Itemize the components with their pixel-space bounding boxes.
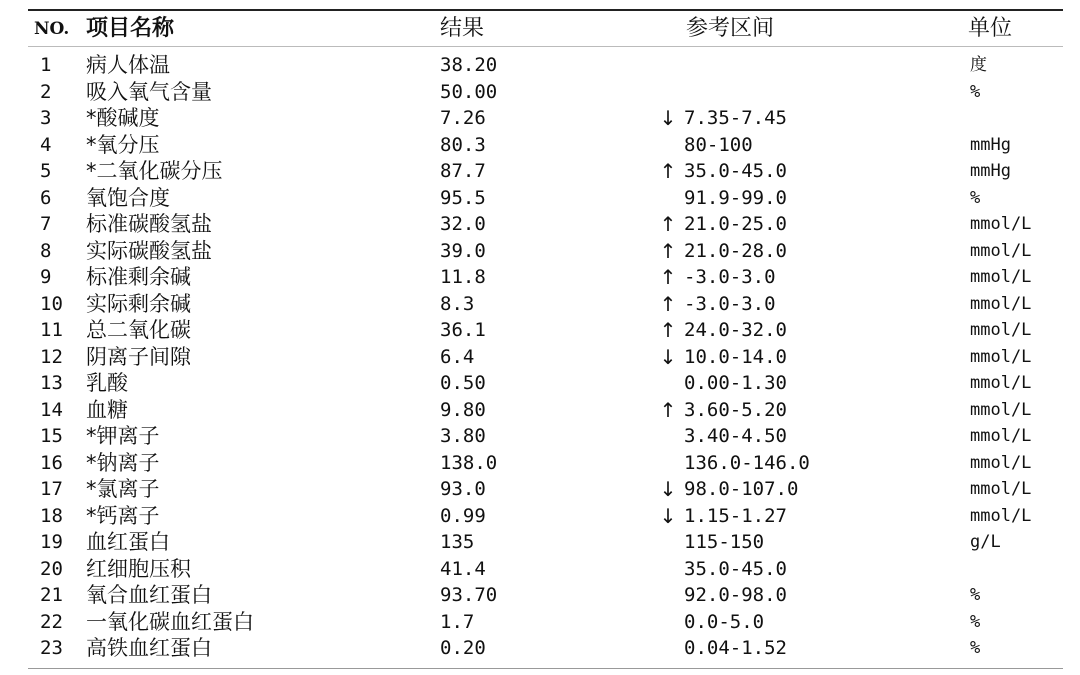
row-reference: 24.0-32.0 — [684, 319, 787, 341]
row-no: 5 — [40, 160, 52, 182]
row-result: 7.26 — [440, 107, 486, 129]
row-flag-icon: ↑ — [659, 212, 677, 236]
row-flag-icon: ↓ — [659, 477, 677, 501]
row-flag-icon: ↑ — [659, 397, 677, 422]
header-reference: 参考区间 — [686, 16, 775, 41]
row-no: 11 — [40, 319, 63, 341]
row-reference: 21.0-28.0 — [684, 239, 787, 262]
row-flag-icon — [656, 582, 680, 608]
table-row — [0, 211, 1080, 238]
row-no: 3 — [40, 107, 52, 129]
row-flag-icon — [656, 423, 680, 449]
row-reference: 0.00-1.30 — [684, 372, 787, 394]
table-row — [0, 132, 1080, 159]
row-unit: mmol/L — [970, 373, 1032, 393]
table-header — [0, 12, 1080, 46]
row-reference: 0.04-1.52 — [684, 637, 787, 659]
row-reference: 115-150 — [684, 531, 765, 553]
row-reference: 91.9-99.0 — [684, 186, 787, 209]
row-no: 2 — [40, 80, 52, 103]
row-flag-icon — [656, 529, 680, 555]
row-no: 6 — [40, 186, 52, 209]
row-no: 23 — [40, 637, 63, 659]
row-unit: mmol/L — [970, 452, 1032, 473]
row-result: 0.99 — [440, 504, 486, 527]
result-table-body — [0, 52, 1080, 662]
row-name: 一氧化碳血红蛋白 — [86, 609, 254, 634]
row-no: 17 — [40, 478, 63, 500]
row-flag-icon — [656, 132, 680, 158]
table-row — [0, 344, 1080, 371]
row-flag-icon — [656, 556, 680, 582]
row-flag-icon — [656, 635, 680, 661]
row-no: 15 — [40, 425, 63, 447]
table-row — [0, 556, 1080, 583]
row-result: 39.0 — [440, 239, 486, 262]
header-no: NO. — [34, 19, 70, 39]
row-result: 8.3 — [440, 292, 475, 315]
row-name: *氧分压 — [86, 132, 160, 157]
row-flag-icon: ↑ — [659, 291, 677, 316]
row-unit: % — [970, 81, 981, 102]
row-result: 9.80 — [440, 398, 486, 421]
row-name: *酸碱度 — [86, 106, 160, 130]
row-flag-icon: ↓ — [659, 344, 677, 369]
row-result: 3.80 — [440, 425, 486, 447]
row-name: 血红蛋白 — [86, 530, 170, 554]
row-no: 18 — [40, 504, 63, 527]
row-name: *氯离子 — [86, 477, 160, 501]
row-flag-icon — [656, 609, 680, 635]
row-no: 7 — [40, 213, 52, 235]
row-no: 14 — [40, 398, 63, 421]
row-unit: mmHg — [970, 161, 1011, 181]
row-unit: mmol/L — [970, 505, 1032, 526]
row-name: *钙离子 — [86, 503, 160, 528]
row-name: 总二氧化碳 — [86, 318, 191, 342]
row-no: 13 — [40, 372, 63, 394]
row-reference: 35.0-45.0 — [684, 557, 787, 580]
row-unit: % — [970, 585, 981, 605]
table-row — [0, 609, 1080, 636]
table-row — [0, 79, 1080, 106]
header-unit: 单位 — [968, 16, 1013, 41]
row-name: *钠离子 — [86, 450, 160, 475]
row-flag-icon: ↓ — [659, 503, 677, 528]
row-result: 80.3 — [440, 133, 486, 156]
row-name: *二氧化碳分压 — [86, 159, 223, 183]
row-no: 10 — [40, 292, 63, 315]
row-result: 87.7 — [440, 160, 486, 182]
row-reference: 35.0-45.0 — [684, 160, 787, 182]
table-row — [0, 423, 1080, 450]
table-row — [0, 397, 1080, 424]
header-name: 项目名称 — [86, 16, 175, 41]
row-name: 乳酸 — [86, 371, 128, 395]
row-no: 4 — [40, 133, 52, 156]
table-row — [0, 238, 1080, 265]
row-flag-icon — [656, 370, 680, 396]
row-result: 95.5 — [440, 186, 486, 209]
row-reference: 7.35-7.45 — [684, 107, 787, 129]
row-name: 氧饱合度 — [86, 185, 170, 210]
row-flag-icon: ↓ — [659, 106, 677, 130]
table-row — [0, 476, 1080, 503]
row-no: 19 — [40, 531, 63, 553]
row-name: 红细胞压积 — [86, 556, 191, 581]
row-reference: 0.0-5.0 — [684, 610, 765, 633]
row-name: 实际碳酸氢盐 — [86, 238, 212, 263]
row-flag-icon — [656, 185, 680, 211]
row-result: 6.4 — [440, 345, 475, 368]
header-result: 结果 — [440, 16, 485, 41]
row-reference: 98.0-107.0 — [684, 478, 799, 500]
row-no: 20 — [40, 557, 63, 580]
table-row — [0, 52, 1080, 79]
row-result: 0.50 — [440, 372, 486, 394]
table-row — [0, 529, 1080, 556]
table-row — [0, 450, 1080, 477]
row-reference: 136.0-146.0 — [684, 451, 810, 474]
row-name: 血糖 — [86, 397, 128, 422]
row-reference: 21.0-25.0 — [684, 213, 787, 235]
row-result: 41.4 — [440, 557, 486, 580]
row-unit: g/L — [970, 532, 1001, 552]
row-no: 1 — [40, 54, 52, 76]
row-flag-icon — [656, 450, 680, 476]
row-unit: % — [970, 187, 981, 208]
row-reference: 1.15-1.27 — [684, 504, 787, 527]
row-name: 标准剩余碱 — [86, 265, 191, 289]
row-result: 11.8 — [440, 266, 486, 288]
row-result: 50.00 — [440, 80, 498, 103]
row-result: 38.20 — [440, 54, 498, 76]
row-unit: mmol/L — [970, 479, 1032, 499]
row-result: 135 — [440, 531, 475, 553]
table-row — [0, 291, 1080, 318]
row-flag-icon: ↑ — [659, 159, 677, 183]
row-unit: mmol/L — [970, 399, 1032, 420]
row-no: 22 — [40, 610, 63, 633]
row-no: 21 — [40, 584, 63, 606]
bottom-rule — [28, 668, 1063, 669]
table-row — [0, 264, 1080, 291]
row-name: 高铁血红蛋白 — [86, 636, 212, 660]
table-row — [0, 105, 1080, 132]
row-no: 12 — [40, 345, 63, 368]
row-result: 93.70 — [440, 584, 498, 606]
row-flag-icon: ↑ — [659, 318, 677, 342]
row-unit: mmol/L — [970, 267, 1032, 287]
row-reference: -3.0-3.0 — [684, 292, 776, 315]
row-flag-icon — [656, 52, 680, 78]
row-name: 阴离子间隙 — [86, 344, 191, 369]
row-name: 标准碳酸氢盐 — [86, 212, 212, 236]
row-result: 32.0 — [440, 213, 486, 235]
row-unit: mmol/L — [970, 346, 1032, 367]
row-unit: mmol/L — [970, 214, 1032, 234]
row-reference: -3.0-3.0 — [684, 266, 776, 288]
row-unit: % — [970, 638, 981, 658]
row-unit: mmol/L — [970, 293, 1032, 314]
row-name: 吸入氧气含量 — [86, 79, 212, 104]
row-no: 8 — [40, 239, 52, 262]
row-unit: % — [970, 611, 981, 632]
row-result: 0.20 — [440, 637, 486, 659]
top-rule — [28, 9, 1063, 11]
row-name: 实际剩余碱 — [86, 291, 191, 316]
row-no: 9 — [40, 266, 52, 288]
row-result: 1.7 — [440, 610, 475, 633]
row-result: 138.0 — [440, 451, 498, 474]
table-row — [0, 582, 1080, 609]
table-row — [0, 503, 1080, 530]
table-row — [0, 185, 1080, 212]
row-no: 16 — [40, 451, 63, 474]
table-row — [0, 158, 1080, 185]
table-row — [0, 317, 1080, 344]
row-unit: mmHg — [970, 134, 1011, 155]
row-reference: 80-100 — [684, 133, 753, 156]
row-reference: 92.0-98.0 — [684, 584, 787, 606]
table-row — [0, 635, 1080, 662]
header-rule — [28, 46, 1063, 47]
row-unit: mmol/L — [970, 426, 1032, 446]
row-name: *钾离子 — [86, 424, 160, 448]
row-flag-icon: ↑ — [659, 238, 677, 263]
row-reference: 10.0-14.0 — [684, 345, 787, 368]
row-name: 氧合血红蛋白 — [86, 583, 212, 607]
row-unit: 度 — [970, 55, 987, 75]
row-flag-icon — [656, 79, 680, 105]
row-name: 病人体温 — [86, 53, 170, 77]
row-result: 93.0 — [440, 478, 486, 500]
row-result: 36.1 — [440, 319, 486, 341]
table-row — [0, 370, 1080, 397]
row-unit: mmol/L — [970, 320, 1032, 340]
row-unit: mmol/L — [970, 240, 1032, 261]
row-flag-icon: ↑ — [659, 265, 677, 289]
row-reference: 3.40-4.50 — [684, 425, 787, 447]
row-reference: 3.60-5.20 — [684, 398, 787, 421]
